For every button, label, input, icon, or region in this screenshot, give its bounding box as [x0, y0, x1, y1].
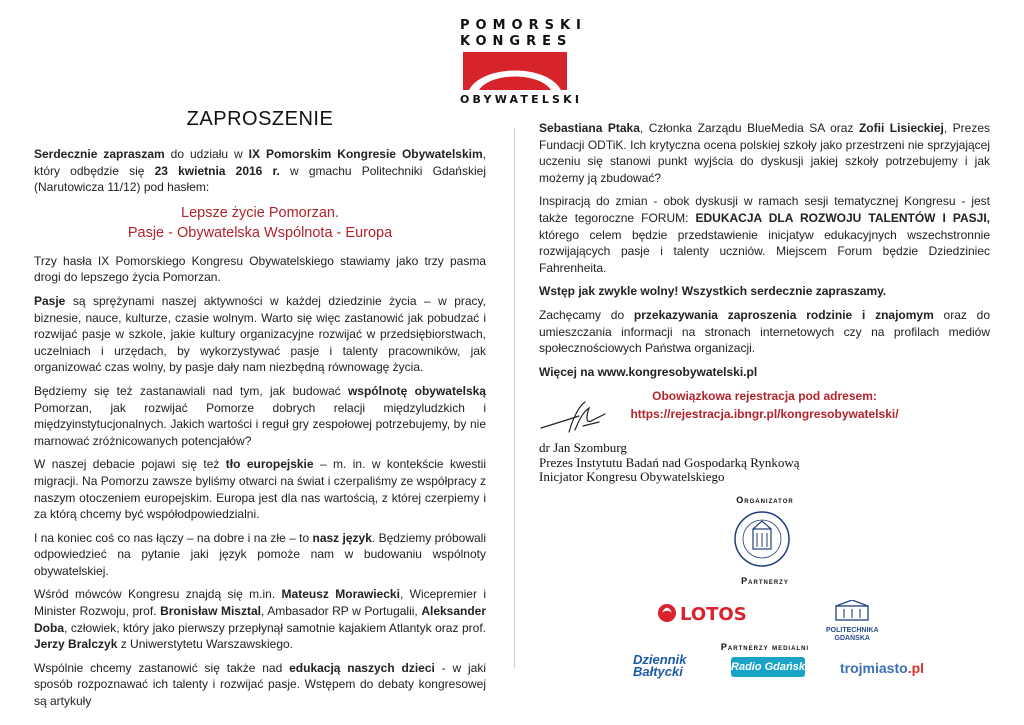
- paragraph-europa: W naszej debacie pojawi się też tło europejskie – m. in. w kontekście kwestii migracji. Na Pomorzu zawsze byliśmy otwarci na świat i czerpaliśmy ze współpracy z naszym otoczeniem europejskim. Europa jest dla nas wartością, z której czerpiemy i za którą chcemy być współodpowiedzialni.: [34, 457, 486, 522]
- intro-paragraph: Serdecznie zapraszam do udziału w IX Pomorskim Kongresie Obywatelskim, który odbędzie się 23 kwietnia 2016 r. w gmachu Politechniki Gdańskiej (Narutowicza 11/12) pod hasłem:: [34, 147, 486, 195]
- lotos-text: LOTOS: [680, 604, 747, 625]
- lotos-logo: [656, 600, 748, 631]
- paragraph-edukacja: Wspólnie chcemy zastanowić się także nad edukacją naszych dzieci - w jaki sposób rozpoznawać ich talenty i rozwijać pasje. Wstępem do debaty kongresowej są artykuły: [34, 660, 487, 709]
- lotos-mark-icon: [656, 600, 748, 626]
- organizer-label: Organizator: [736, 495, 794, 505]
- right-column: [539, 120, 990, 423]
- registration-link[interactable]: https://rejestracja.ibngr.pl/kongresobywatelski/: [630, 407, 899, 422]
- website-link[interactable]: Więcej na www.kongresobywatelski.pl: [539, 364, 758, 379]
- dziennik-baltycki-logo: [633, 654, 686, 678]
- politechnika-name-1: POLITECHNIKA: [826, 627, 879, 634]
- paragraph-pasje: Pasje są sprężynami naszej aktywności w każdej dziedzinie życia – w pracy, biznesie, nauce, kulturze, czasie wolnym. Warto się więc zastanowić jak pobudzać i rozwijać pasje w szkole, jakie kultury organizacyjne rozwijać w przedsiębiorstwach, uczelniach i urzędach, by wykorzystywać pasje i talenty pracowników, jak organizować czas wolny, by pasje dały nam niezbędną równowagę życia.: [34, 293, 486, 375]
- signer-role: Prezes Instytutu Badań nad Gospodarką Rynkową: [539, 454, 800, 470]
- logo-line-2: KONGRES: [460, 34, 573, 49]
- registration-label: Obowiązkowa rejestracja pod adresem:: [652, 389, 877, 404]
- page-title: ZAPROSZENIE: [186, 108, 334, 130]
- dziennik-line-1: Dziennik: [633, 652, 687, 667]
- column-divider: [514, 128, 515, 668]
- signature-block: [539, 441, 800, 485]
- dziennik-line-2: Bałtycki: [633, 664, 683, 679]
- logo-line-3: OBYWATELSKI: [460, 93, 583, 106]
- paragraph-three-bands: Trzy hasła IX Pomorskiego Kongresu Obywatelskiego stawiamy jako trzy pasma drogi do lepszego życia Pomorzan.: [34, 253, 486, 285]
- trojmiasto-pl: .pl: [907, 660, 925, 676]
- logo-arch-icon: [463, 52, 567, 90]
- signer-role-2: Inicjator Kongresu Obywatelskiego: [539, 469, 725, 484]
- slogan-line-2: Pasje - Obywatelska Wspólnota - Europa: [127, 224, 393, 241]
- media-partners-label: Partnerzy medialni: [720, 642, 810, 652]
- partners-label: Partnerzy: [741, 576, 789, 586]
- paragraph-forum: Inspiracją do zmian - obok dyskusji w ramach sesji tematycznej Kongresu - jest także tegoroczne FORUM: EDUKACJA DLA ROZWOJU TALENTÓW I PASJI, którego celem będzie przedstawienie inicjatyw edukacyjnych wszechstronnie rozwijających pasje i talenty uczniów. Miejscem Forum będzie Dziedziniec Fahrenheita.: [539, 194, 991, 275]
- paragraph-jezyk: I na koniec coś co nas łączy – na dobre i na złe – to nasz język. Będziemy próbowali odpowiedzieć na pytanie jaki język pomoże nam w budowaniu wspólnoty obywatelskiej.: [34, 530, 486, 578]
- kongres-logo: [460, 18, 587, 108]
- slogan: [34, 203, 486, 243]
- paragraph-authors: Sebastiana Ptaka, Członka Zarządu BlueMedia SA oraz Zofii Lisieckiej, Prezes Fundacji ODTiK. Ich krytyczna ocena polskiej szkoły jako przestrzeni nie sprzyjającej uczeniu się stanowi punkt wyjścia do dyskusji jakiej szkoły potrzebujemy i jak możemy ją zbudować?: [539, 121, 991, 185]
- politechnika-logo: [826, 600, 879, 643]
- paragraph-wspolnota: Będziemy się też zastanawiali nad tym, jak budować wspólnotę obywatelską Pomorzan, jak rozwijać Pomorze dobrych relacji międzyludzkich i międzyinstytucjonalnych. Jakich wartości i reguł gry zespołowej potrzebujemy, by nie marnować zróżnicowanych potencjałów?: [34, 383, 486, 448]
- paragraph-speakers: Wśród mówców Kongresu znajdą się m.in. Mateusz Morawiecki, Wicepremier i Minister Rozwoju, prof. Bronisław Misztal, Ambasador RP w Portugalii, Aleksander Doba, człowiek, który jako pierwszy przepłynął samotnie kajakiem Atlantyk oraz prof. Jerzy Bralczyk z Uniwerstytetu Warszawskiego.: [34, 587, 487, 652]
- paragraph-free-entry: Wstęp jak zwykle wolny! Wszystkich serdecznie zapraszamy.: [539, 284, 887, 299]
- radio-gdansk-logo: Radio Gdańsk: [731, 657, 805, 677]
- signature-scribble-icon: [539, 398, 609, 440]
- left-column: [34, 146, 486, 717]
- signer-name: dr Jan Szomburg: [539, 440, 627, 455]
- logo-line-1: POMORSKI: [460, 18, 587, 33]
- ibngr-seal-icon: [733, 507, 791, 571]
- politechnika-building-icon: [828, 600, 876, 622]
- paragraph-share: Zachęcamy do przekazywania zaproszenia rodzinie i znajomym oraz do umieszczania informacji na stronach internetowych czy na profilach mediów społecznościowych Państwa organizacji.: [539, 307, 990, 356]
- politechnika-name-2: GDAŃSKA: [834, 635, 870, 642]
- trojmiasto-logo: [840, 660, 924, 676]
- slogan-line-1: Lepsze życie Pomorzan.: [181, 204, 339, 221]
- trojmiasto-text: trojmiasto: [840, 660, 908, 676]
